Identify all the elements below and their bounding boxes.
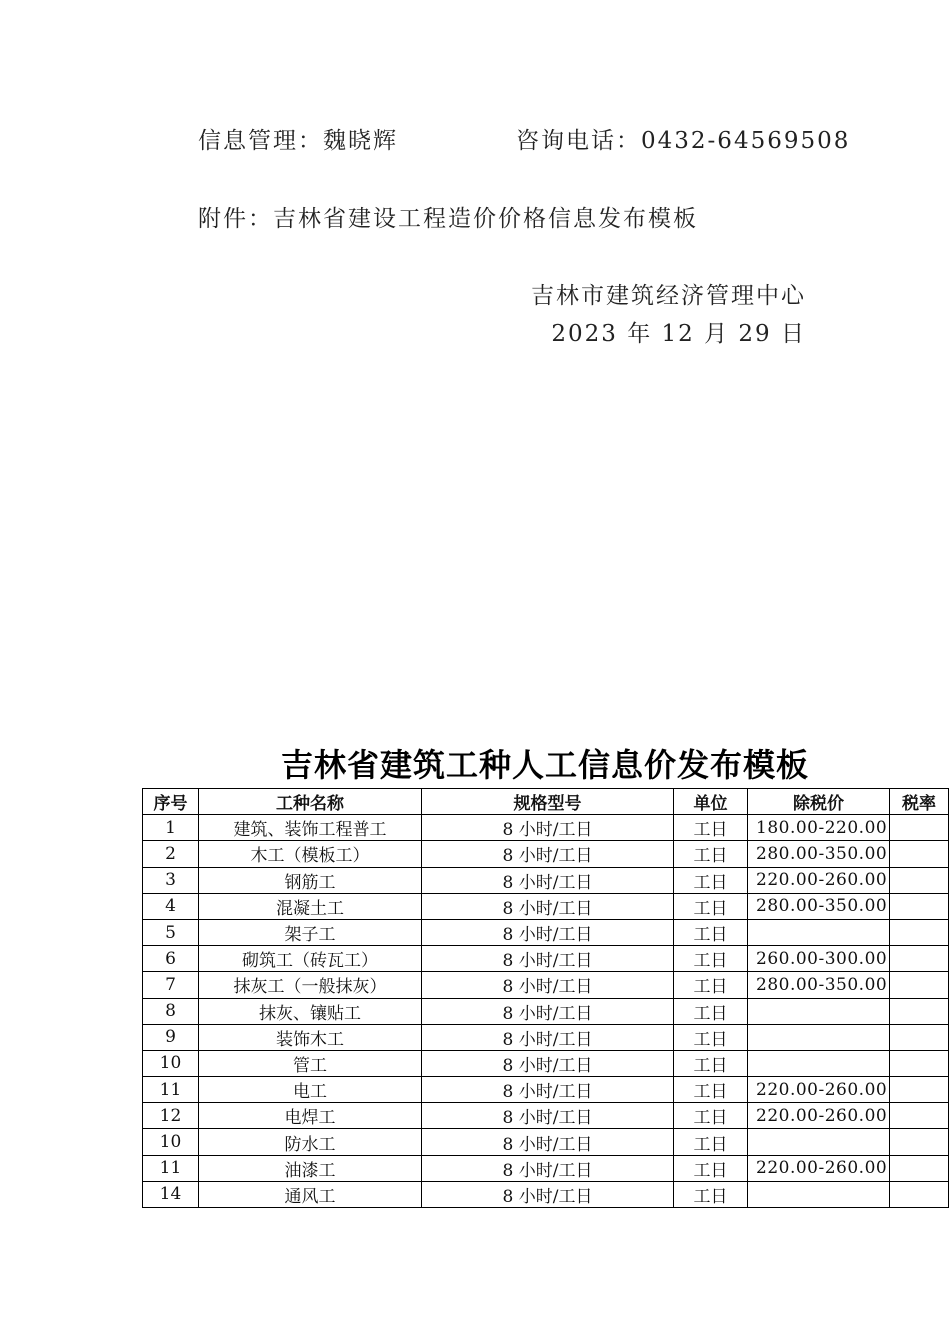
table-row	[143, 841, 949, 867]
tax-rate-cell	[890, 1024, 949, 1050]
column-header-price: 除税价	[748, 789, 890, 815]
table-header-row	[143, 789, 949, 815]
unit-cell: 工日	[674, 893, 748, 919]
tax-excluded-price-cell: 220.00-260.00	[748, 1103, 890, 1129]
unit-cell: 工日	[674, 1050, 748, 1076]
attachment-text: 附件：吉林省建设工程造价价格信息发布模板	[198, 206, 698, 232]
column-header-unit: 单位	[674, 789, 748, 815]
table-row	[143, 1077, 949, 1103]
unit-cell: 工日	[674, 1103, 748, 1129]
tax-excluded-price-cell: 280.00-350.00	[748, 893, 890, 919]
tax-excluded-price-cell	[748, 1024, 890, 1050]
spec-model-cell: 8 小时/工日	[422, 919, 674, 945]
unit-cell: 工日	[674, 1077, 748, 1103]
issuer-name: 吉林市建筑经济管理中心	[531, 283, 806, 309]
trade-name-cell: 砌筑工（砖瓦工）	[199, 946, 422, 972]
unit-cell: 工日	[674, 946, 748, 972]
table-row	[143, 1103, 949, 1129]
row-number-cell: 3	[143, 867, 199, 893]
spec-model-cell: 8 小时/工日	[422, 946, 674, 972]
spec-model-cell: 8 小时/工日	[422, 1024, 674, 1050]
unit-cell: 工日	[674, 972, 748, 998]
labor-price-table	[142, 788, 949, 1208]
tax-excluded-price-cell: 220.00-260.00	[748, 1077, 890, 1103]
table-body	[143, 815, 949, 1208]
tax-rate-cell	[890, 1181, 949, 1207]
table-row	[143, 1024, 949, 1050]
issue-date: 2023 年 12 月 29 日	[551, 321, 806, 347]
table-row	[143, 1129, 949, 1155]
unit-cell: 工日	[674, 1024, 748, 1050]
table-row	[143, 1050, 949, 1076]
tax-excluded-price-cell	[748, 1050, 890, 1076]
spec-model-cell: 8 小时/工日	[422, 1129, 674, 1155]
tax-rate-cell	[890, 972, 949, 998]
tax-rate-cell	[890, 893, 949, 919]
unit-cell: 工日	[674, 1155, 748, 1181]
trade-name-cell: 通风工	[199, 1181, 422, 1207]
tax-rate-cell	[890, 815, 949, 841]
tax-excluded-price-cell: 280.00-350.00	[748, 841, 890, 867]
row-number-cell: 4	[143, 893, 199, 919]
tax-rate-cell	[890, 1077, 949, 1103]
tax-excluded-price-cell	[748, 1181, 890, 1207]
unit-cell: 工日	[674, 815, 748, 841]
tax-rate-cell	[890, 919, 949, 945]
row-number-cell: 12	[143, 1103, 199, 1129]
spec-model-cell: 8 小时/工日	[422, 1050, 674, 1076]
tax-rate-cell	[890, 1155, 949, 1181]
trade-name-cell: 抹灰工（一般抹灰）	[199, 972, 422, 998]
tax-rate-cell	[890, 841, 949, 867]
table-row	[143, 1155, 949, 1181]
consult-phone-text: 咨询电话：0432-64569508	[516, 128, 851, 154]
row-number-cell: 11	[143, 1155, 199, 1181]
trade-name-cell: 防水工	[199, 1129, 422, 1155]
tax-excluded-price-cell	[748, 998, 890, 1024]
tax-excluded-price-cell: 260.00-300.00	[748, 946, 890, 972]
row-number-cell: 1	[143, 815, 199, 841]
row-number-cell: 6	[143, 946, 199, 972]
table-row	[143, 893, 949, 919]
spec-model-cell: 8 小时/工日	[422, 972, 674, 998]
tax-rate-cell	[890, 1050, 949, 1076]
trade-name-cell: 管工	[199, 1050, 422, 1076]
spec-model-cell: 8 小时/工日	[422, 1181, 674, 1207]
table-row	[143, 998, 949, 1024]
spec-model-cell: 8 小时/工日	[422, 1103, 674, 1129]
unit-cell: 工日	[674, 867, 748, 893]
table-row	[143, 815, 949, 841]
row-number-cell: 10	[143, 1129, 199, 1155]
column-header-name: 工种名称	[199, 789, 422, 815]
table-row	[143, 1181, 949, 1207]
row-number-cell: 14	[143, 1181, 199, 1207]
unit-cell: 工日	[674, 1181, 748, 1207]
spec-model-cell: 8 小时/工日	[422, 815, 674, 841]
row-number-cell: 2	[143, 841, 199, 867]
trade-name-cell: 电工	[199, 1077, 422, 1103]
tax-rate-cell	[890, 1129, 949, 1155]
trade-name-cell: 混凝土工	[199, 893, 422, 919]
table-row	[143, 946, 949, 972]
tax-excluded-price-cell: 220.00-260.00	[748, 1155, 890, 1181]
spec-model-cell: 8 小时/工日	[422, 1155, 674, 1181]
spec-model-cell: 8 小时/工日	[422, 998, 674, 1024]
trade-name-cell: 电焊工	[199, 1103, 422, 1129]
tax-excluded-price-cell: 280.00-350.00	[748, 972, 890, 998]
trade-name-cell: 油漆工	[199, 1155, 422, 1181]
tax-rate-cell	[890, 867, 949, 893]
trade-name-cell: 抹灰、镶贴工	[199, 998, 422, 1024]
spec-model-cell: 8 小时/工日	[422, 841, 674, 867]
row-number-cell: 9	[143, 1024, 199, 1050]
unit-cell: 工日	[674, 998, 748, 1024]
row-number-cell: 8	[143, 998, 199, 1024]
trade-name-cell: 架子工	[199, 919, 422, 945]
table-row	[143, 972, 949, 998]
column-header-spec: 规格型号	[422, 789, 674, 815]
row-number-cell: 5	[143, 919, 199, 945]
trade-name-cell: 钢筋工	[199, 867, 422, 893]
tax-excluded-price-cell: 180.00-220.00	[748, 815, 890, 841]
spec-model-cell: 8 小时/工日	[422, 867, 674, 893]
tax-rate-cell	[890, 946, 949, 972]
spec-model-cell: 8 小时/工日	[422, 893, 674, 919]
tax-rate-cell	[890, 998, 949, 1024]
table-row	[143, 867, 949, 893]
unit-cell: 工日	[674, 919, 748, 945]
unit-cell: 工日	[674, 1129, 748, 1155]
tax-excluded-price-cell: 220.00-260.00	[748, 867, 890, 893]
info-manager-text: 信息管理：魏晓辉	[198, 128, 398, 154]
row-number-cell: 7	[143, 972, 199, 998]
column-header-tax: 税率	[890, 789, 949, 815]
trade-name-cell: 木工（模板工）	[199, 841, 422, 867]
unit-cell: 工日	[674, 841, 748, 867]
trade-name-cell: 装饰木工	[199, 1024, 422, 1050]
trade-name-cell: 建筑、装饰工程普工	[199, 815, 422, 841]
tax-excluded-price-cell	[748, 919, 890, 945]
row-number-cell: 10	[143, 1050, 199, 1076]
table-title: 吉林省建筑工种人工信息价发布模板	[280, 746, 809, 784]
row-number-cell: 11	[143, 1077, 199, 1103]
tax-excluded-price-cell	[748, 1129, 890, 1155]
column-header-no: 序号	[143, 789, 199, 815]
spec-model-cell: 8 小时/工日	[422, 1077, 674, 1103]
tax-rate-cell	[890, 1103, 949, 1129]
table-row	[143, 919, 949, 945]
